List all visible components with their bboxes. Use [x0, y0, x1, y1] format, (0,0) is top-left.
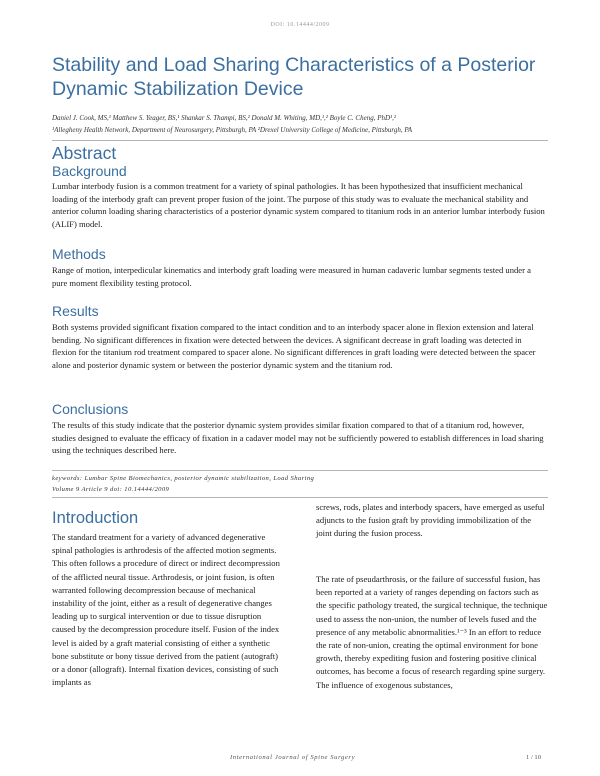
introduction-heading: Introduction: [52, 509, 139, 527]
journal-footer: International Journal of Spine Surgery: [230, 754, 356, 761]
methods-heading: Methods: [52, 246, 106, 262]
affiliations-line: ¹Allegheny Health Network, Department of Neurosurgery, Pittsburgh, PA ²Drexel University College of Medicine, Pittsburgh, PA: [52, 126, 413, 134]
divider-top: [52, 140, 548, 141]
methods-text: Range of motion, interpedicular kinematics and interbody graft loading were measured in human cadaveric lumbar segments tested under a pure moment flexibility testing protocol.: [52, 265, 531, 288]
results-heading: Results: [52, 303, 99, 319]
divider-keywords: [52, 470, 548, 471]
introduction-col1: The standard treatment for a variety of advanced degenerative spinal pathologies is arthrodesis of the affected motion segments. This often follows a procedure of direct or indirect decompression of the afflicted neural tissue. Arthrodesis, or joint fusion, is often warranted following decompression because of mechanical instability of the joint, either as a result of degenerative changes leading up to surgical intervention or due to tissue disruption caused by the decompression procedure itself. Fusion of the index level is aided by a graft material consisting of either a synthetic bone substitute or bony tissue derived from the patient (autograft) or a donor (allograft). Internal fixation devices, consisting of such implants as: [52, 532, 280, 688]
author-block: [52, 112, 562, 136]
introduction-col2-para1: screws, rods, plates and interbody spacers, have emerged as useful adjuncts to the fusion graft by providing immobilization of the joint during the fusion process.: [316, 502, 545, 539]
background-heading: Background: [52, 163, 127, 179]
results-text: Both systems provided significant fixation compared to the intact condition and to an interbody spacer alone in flexion extension and lateral bending. No significant differences in fixation were detected between the devices. A significant decrease in graft loading was detected in flexion for the titanium rod treatment compared to spacer alone. No significant differences in graft loading were detected between the spacer alone and posterior dynamic system or between the posterior dynamic system and the titanium rod.: [52, 322, 536, 370]
conclusions-text: The results of this study indicate that the posterior dynamic system provides similar fixation compared to that of a titanium rod, however, studies designed to evaluate the efficacy of fixation in a cadaver model may not be sufficiently powered to establish differences in load sharing using the techniques described here.: [52, 420, 544, 456]
doi-header: DOI: 10.14444/2009: [270, 22, 330, 28]
background-text: Lumbar interbody fusion is a common treatment for a variety of spinal pathologies. It has been hypothesized that insufficient mechanical loading of the interbody graft can prevent proper fusion of the joint. The purpose of this study was to evaluate the mechanical stability and anterior column loading sharing characteristics of a posterior dynamic system compared to titanium rods in an anterior lumbar interbody fusion (ALIF) model.: [52, 181, 545, 229]
volume-line: Volume 9 Article 9 doi: 10.14444/2009: [52, 486, 170, 493]
keywords-line: keywords: Lumbar Spine Biomechanics, posterior dynamic stabilization, Load Sharing: [52, 475, 315, 482]
conclusions-heading: Conclusions: [52, 401, 129, 417]
article-title: Stability and Load Sharing Characteristics of a Posterior Dynamic Stabilization Device: [52, 54, 536, 100]
page-number: 1 / 10: [526, 754, 542, 761]
introduction-col2-para2: The rate of pseudarthrosis, or the failure of successful fusion, has been reported at a variety of ranges depending on factors such as the specific pathology treated, the surgical technique, the technique used to assess the non-union, the number of levels fused and the presence of any metabolic abnormalities.¹⁻³ In an effort to reduce the rate of non-union, creating the optimal environment for bone growth, thereby expediting fusion and fostering positive clinical outcomes, has become a focus of research regarding spine surgery. The influence of exogenous substances,: [316, 574, 548, 690]
authors-line: Daniel J. Cook, MS,¹ Matthew S. Yeager, BS,¹ Shankar S. Thampi, BS,² Donald M. Whiting, MD,¹,² Boyle C. Cheng, PhD¹,²: [52, 114, 396, 122]
divider-bottom: [52, 497, 548, 498]
abstract-heading: Abstract: [52, 143, 117, 163]
